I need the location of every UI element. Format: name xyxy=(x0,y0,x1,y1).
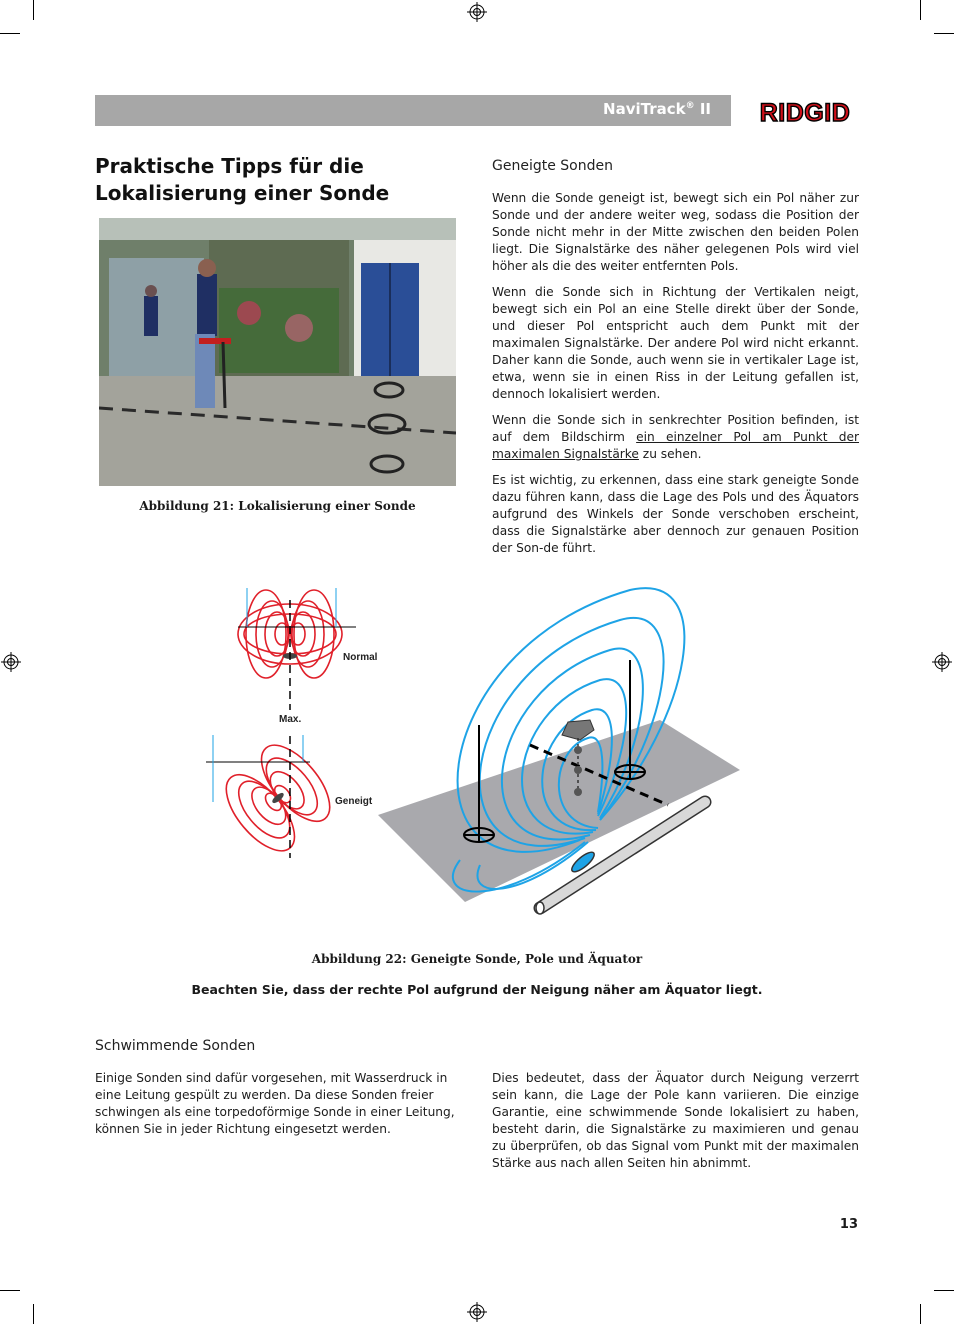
section-heading-tilted: Geneigte Sonden xyxy=(492,158,613,174)
figure-22-note: Beachten Sie, dass der rechte Pol aufgrund der Neigung näher am Äquator liegt. xyxy=(191,982,763,997)
header-product-name: NaviTrack® II xyxy=(603,100,711,118)
floating-left-column xyxy=(95,1070,462,1147)
registration-mark-icon xyxy=(932,652,952,672)
pole-marker-icon xyxy=(464,828,494,842)
registration-mark-icon xyxy=(467,2,487,22)
paragraph: Wenn die Sonde sich in senkrechter Position befinden, ist auf dem Bildschirm ein einzelner Pol am Punkt der maximalen Signalstärke zu sehen. xyxy=(492,413,859,461)
label-normal: Normal xyxy=(343,652,378,663)
label-max: Max. xyxy=(279,714,302,725)
floating-right-column xyxy=(492,1070,859,1181)
sonde-locating-photo xyxy=(99,218,456,486)
paragraph: Einige Sonden sind dafür vorgesehen, mit Wasserdruck in eine Leitung gespült zu werden. Da diese Sonden freier schwingen als eine torpedoförmige Sonde in einer Leitung, können Sie in jeder Richtung eingesetzt werden. xyxy=(95,1071,455,1136)
header-bar xyxy=(95,95,731,126)
svg-text:RIDGID: RIDGID xyxy=(759,99,851,127)
pole-marker-icon xyxy=(615,765,645,779)
tilted-section-text xyxy=(492,190,859,566)
paragraph: Es ist wichtig, zu erkennen, dass eine stark geneigte Sonde dazu führen kann, dass die Lage des Pols und des Äquators aufgrund des Winkels der Sonde verschoben erscheint, dass die Signalstärke aber dennoch zur genauen Position der Son-de führt. xyxy=(492,473,859,555)
registration-mark-icon xyxy=(1,652,21,672)
registration-mark-icon xyxy=(467,1302,487,1322)
underlined-phrase: ein einzelner Pol am Punkt der maximalen Signalstärke xyxy=(492,430,859,461)
paragraph: Wenn die Sonde sich in Richtung der Vertikalen neigt, bewegt sich ein Pol an eine Stelle direkt über der Sonde, und dieser Pol entspricht auch dem Punkt mit der maximalen Signalstärke. Der andere Pol wird nicht erkannt. Daher kann die Sonde, auch wenn sie in vertikaler Lage ist, etwa, wenn sie in einen Riss in der Leitung gefallen ist, dennoch lokalisiert werden. xyxy=(492,285,859,401)
figure-22-caption: Abbildung 22: Geneigte Sonde, Pole und Äquator xyxy=(311,952,643,966)
label-tilted: Geneigt xyxy=(335,796,373,807)
tilted-sonde-diagram xyxy=(200,580,760,920)
paragraph: Wenn die Sonde geneigt ist, bewegt sich ein Pol näher zur Sonde und der andere weiter weg, sodass die Position der Sonde nicht mehr in der Mitte zwischen den beiden Polen liegt. Die Signalstärke des näher gelegenen Pols wird viel höher als die des weiter entfernten Pols. xyxy=(492,191,859,273)
paragraph: Dies bedeutet, dass der Äquator durch Neigung verzerrt sein kann, die Lage der Pole kann variieren. Die einzige Garantie, eine schwimmende Sonde lokalisiert zu haben, besteht darin, die Signalstärke zu maximieren und genau zu überprüfen, ob das Signal vom Punkt mit der maximalen Stärke aus nach allen Seiten hin abnimmt. xyxy=(492,1071,859,1170)
ridgid-logo xyxy=(752,97,858,127)
figure-21-caption: Abbildung 21: Lokalisierung einer Sonde xyxy=(139,499,416,513)
section-heading-floating: Schwimmende Sonden xyxy=(95,1038,256,1054)
page-title: Praktische Tipps für die Lokalisierung einer Sonde xyxy=(95,154,390,205)
page-number: 13 xyxy=(839,1217,858,1232)
